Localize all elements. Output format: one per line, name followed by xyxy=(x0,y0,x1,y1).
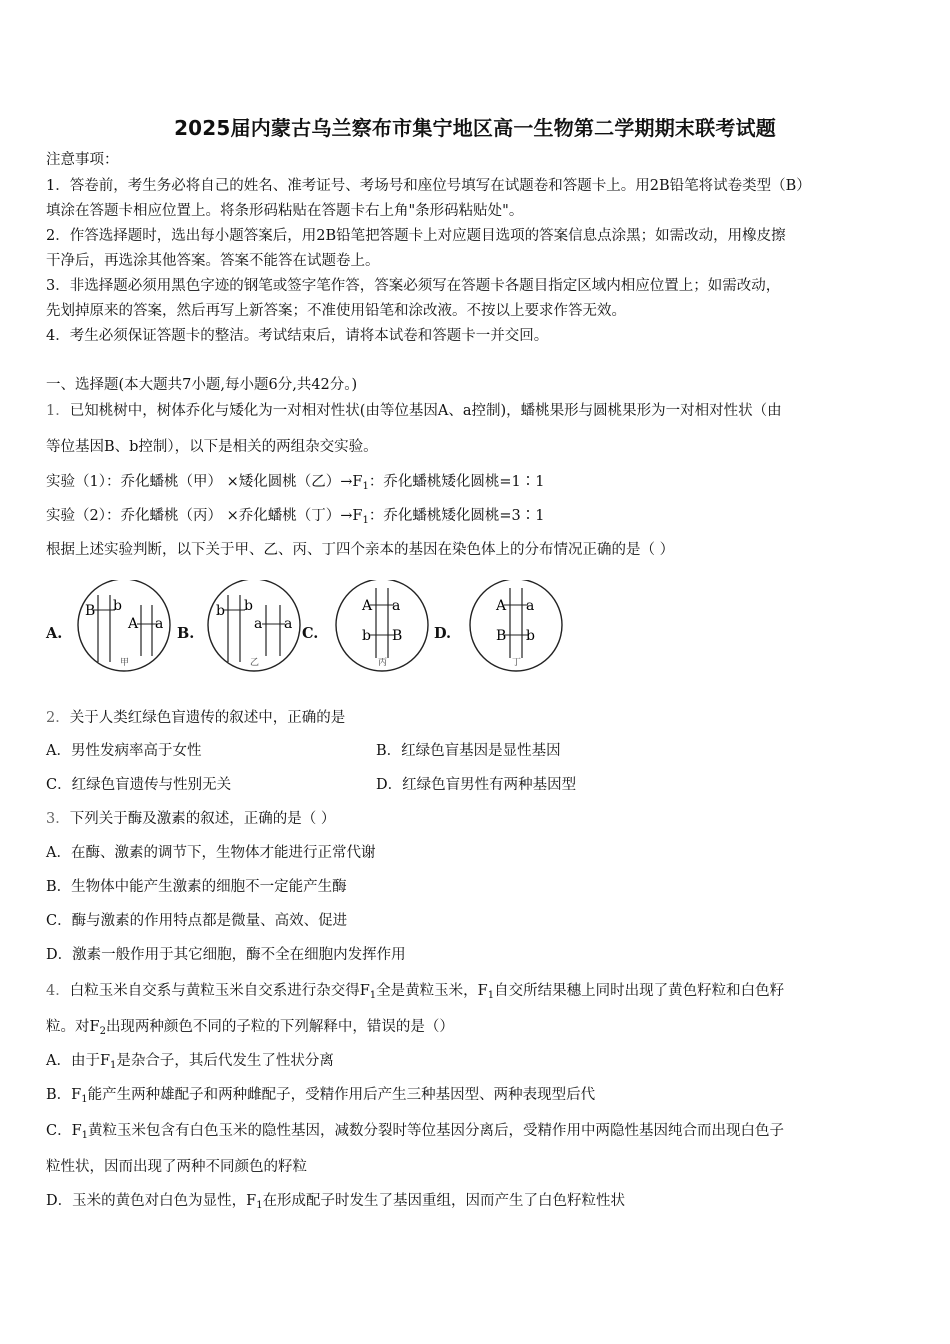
question-4-line2: 粒。对$F_2$出现两种颜色不同的子粒的下列解释中，错误的是（） xyxy=(46,1019,454,1037)
cell-jia-diagram xyxy=(78,580,170,671)
allele-label: B xyxy=(496,628,507,644)
option-c-label[interactable]: C. xyxy=(302,625,319,642)
section-heading: 一、选择题(本大题共7小题,每小题6分,共42分。) xyxy=(46,377,358,393)
notice-line: 3．非选择题必须用黑色字迹的钢笔或签字笔作答，答案必须写在答题卡各题目指定区域内相应位置上；如需改动， xyxy=(46,278,781,294)
allele-label: b xyxy=(244,598,253,614)
cell-name: 乙 xyxy=(250,658,260,668)
allele-label: a xyxy=(284,616,293,632)
question-number: 3． xyxy=(46,811,70,827)
question-1-prompt: 根据上述实验判断，以下关于甲、乙、丙、丁四个亲本的基因在染色体上的分布情况正确的是（ ） xyxy=(46,542,675,558)
question-2-option-a[interactable]: A．男性发病率高于女性 xyxy=(46,743,202,759)
question-3-option-d[interactable]: D．激素一般作用于其它细胞，酶不全在细胞内发挥作用 xyxy=(46,947,406,963)
allele-label: a xyxy=(526,598,535,614)
allele-label: A xyxy=(128,616,139,632)
page-title: 2025届内蒙古乌兰察布市集宁地区高一生物第二学期期末联考试题 xyxy=(174,116,776,140)
question-2-stem: 2．关于人类红绿色盲遗传的叙述中，正确的是 xyxy=(46,710,346,726)
notice-line: 4．考生必须保证答题卡的整洁。考试结束后，请将本试卷和答题卡一并交回。 xyxy=(46,328,549,344)
cell-ding-diagram xyxy=(470,580,562,671)
chromosome-figures xyxy=(0,580,950,680)
question-2-option-c[interactable]: C．红绿色盲遗传与性别无关 xyxy=(46,777,232,793)
question-3-option-c[interactable]: C．酶与激素的作用特点都是微量、高效、促进 xyxy=(46,913,348,929)
cell-yi-diagram xyxy=(208,580,300,671)
allele-label: a xyxy=(155,616,164,632)
question-3-option-a[interactable]: A．在酶、激素的调节下，生物体才能进行正常代谢 xyxy=(46,845,376,861)
allele-label: B xyxy=(392,628,403,644)
question-3-stem: 3．下列关于酶及激素的叙述，正确的是（ ） xyxy=(46,811,336,827)
cell-name: 甲 xyxy=(120,658,130,668)
cell-bing-diagram xyxy=(336,580,428,671)
allele-label: b xyxy=(113,598,122,614)
notice-line: 干净后，再选涂其他答案。答案不能答在试题卷上。 xyxy=(46,253,380,269)
question-4-option-b[interactable]: B．$F_1$能产生两种雄配子和两种雌配子，受精作用后产生三种基因型、两种表现型后代 xyxy=(46,1087,596,1105)
question-2-option-d[interactable]: D．红绿色盲男性有两种基因型 xyxy=(376,777,577,793)
question-3-option-b[interactable]: B．生物体中能产生激素的细胞不一定能产生酶 xyxy=(46,879,347,895)
question-4-line1: 4．白粒玉米自交系与黄粒玉米自交系进行杂交得$F_1$全是黄粒玉米，$F_1$自交所结果穗上同时出现了黄色籽粒和白色籽 xyxy=(46,983,785,1001)
notice-heading: 注意事项： xyxy=(46,152,119,168)
question-4-option-c-line2: 粒性状，因而出现了两种不同颜色的籽粒 xyxy=(46,1159,307,1175)
question-4-option-d[interactable]: D．玉米的黄色对白色为显性，$F_1$在形成配子时发生了基因重组，因而产生了白色籽粒性状 xyxy=(46,1193,626,1211)
question-1-line2: 等位基因B、b控制），以下是相关的两组杂交实验。 xyxy=(46,439,378,455)
allele-label: B xyxy=(85,603,96,619)
allele-label: A xyxy=(362,598,373,614)
option-a-label[interactable]: A. xyxy=(46,625,63,642)
experiment-1: 实验（1）：乔化蟠桃（甲） ×矮化圆桃（乙）$\to F_1$：乔化蟠桃矮化圆桃=1∶1 xyxy=(46,474,545,492)
allele-label: A xyxy=(496,598,507,614)
allele-label: b xyxy=(216,603,225,619)
notice-line: 先划掉原来的答案，然后再写上新答案；不准使用铅笔和涂改液。不按以上要求作答无效。 xyxy=(46,303,626,319)
cell-name: 丙 xyxy=(378,658,388,668)
notice-line: 2．作答选择题时，选出每小题答案后，用2B铅笔把答题卡上对应题目选项的答案信息点涂黑；如需改动，用橡皮擦 xyxy=(46,228,786,244)
allele-label: b xyxy=(526,628,535,644)
question-number: 2． xyxy=(46,710,70,726)
question-2-option-b[interactable]: B．红绿色盲基因是显性基因 xyxy=(376,743,561,759)
allele-label: b xyxy=(362,628,371,644)
option-d-label[interactable]: D. xyxy=(434,625,452,642)
option-b-label[interactable]: B. xyxy=(177,625,195,642)
experiment-2: 实验（2）：乔化蟠桃（丙） ×乔化蟠桃（丁）$\to F_1$：乔化蟠桃矮化圆桃=3∶1 xyxy=(46,508,545,526)
allele-label: a xyxy=(254,616,263,632)
question-4-option-c[interactable]: C．$F_1$黄粒玉米包含有白色玉米的隐性基因，减数分裂时等位基因分离后，受精作用中两隐性基因纯合而出现白色子 xyxy=(46,1123,785,1141)
question-number: 4． xyxy=(46,983,70,999)
notice-line: 填涂在答题卡相应位置上。将条形码粘贴在答题卡右上角"条形码粘贴处"。 xyxy=(46,203,524,219)
question-4-option-a[interactable]: A．由于$F_1$是杂合子，其后代发生了性状分离 xyxy=(46,1053,334,1071)
question-number: 1． xyxy=(46,403,70,419)
question-1-line1: 1．已知桃树中，树体乔化与矮化为一对相对性状(由等位基因A、a控制)，蟠桃果形与圆桃果形为一对相对性状（由 xyxy=(46,403,782,419)
notice-line: 1．答卷前，考生务必将自己的姓名、准考证号、考场号和座位号填写在试题卷和答题卡上。用2B铅笔将试卷类型（B） xyxy=(46,178,811,194)
cell-name: 丁 xyxy=(512,658,522,668)
allele-label: a xyxy=(392,598,401,614)
